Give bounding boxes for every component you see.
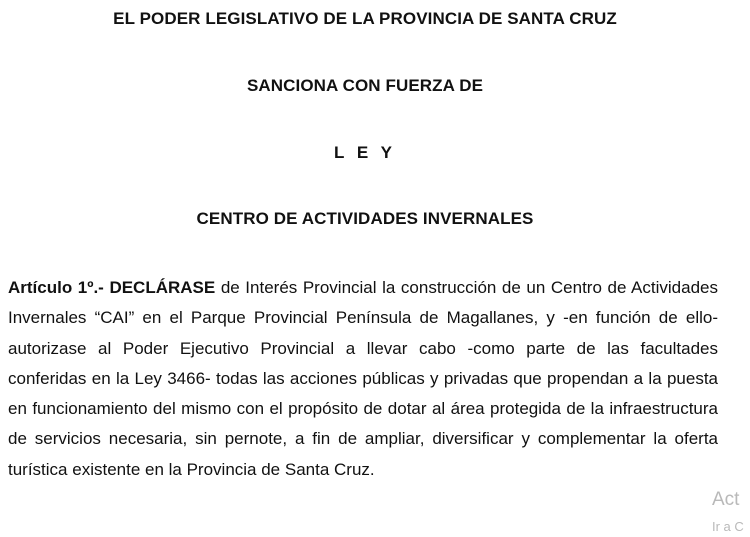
- law-heading-sanction: SANCIONA CON FUERZA DE: [246, 76, 484, 95]
- article-1-paragraph: [8, 273, 718, 485]
- law-title: CENTRO DE ACTIVIDADES INVERNALES: [196, 209, 534, 228]
- article-1-label: Artículo 1º.-: [8, 278, 104, 297]
- activation-watermark-title: Act: [712, 489, 740, 510]
- law-heading-ley: L E Y: [334, 143, 396, 162]
- activation-watermark-subtitle: Ir a C: [712, 519, 744, 534]
- article-1-verb: DECLÁRASE: [109, 278, 216, 297]
- law-heading-legislature: EL PODER LEGISLATIVO DE LA PROVINCIA DE SANTA CRUZ: [113, 9, 617, 28]
- article-1-body: de Interés Provincial la construcción de un Centro de Actividades Invernales “CAI” en el Parque Provincial Península de Magallanes, y -en función de ello- autorizase al Poder Ejecutivo Provincial a llevar cabo -como parte de las facultades conferidas en la Ley 3466- todas las acciones públicas y privadas que propendan a la puesta en funcionamiento del mismo con el propósito de dotar al área protegida de la infraestructura de servicios necesaria, sin pernote, a fin de ampliar, diversificar y complementar la oferta turística existente en la Provincia de Santa Cruz.: [8, 278, 718, 479]
